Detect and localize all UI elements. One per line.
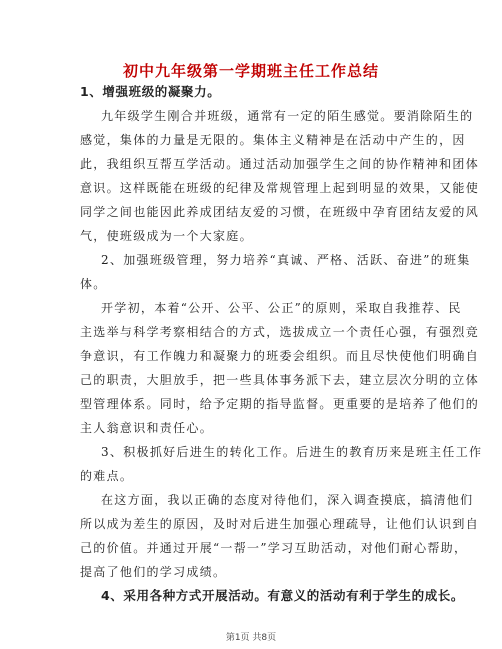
page-footer: 第1页 共8页: [225, 633, 277, 643]
paragraph-line: 争意识，有工作魄力和凝聚力的班委会组织。而且尽快使他们明确自: [80, 349, 480, 363]
paragraph-line: 己的价值。并通过开展“一帮一”学习互助活动，对他们耐心帮助，: [80, 541, 468, 555]
paragraph-line: 所以成为差生的原因，及时对后进生加强心理疏导，让他们认识到自: [80, 517, 480, 531]
paragraph-line: 己的职责，大胆放手，把一些具体事务派下去，建立层次分明的立体: [80, 373, 480, 387]
paragraph-line: 同学之间也能因此养成团结友爱的习惯，在班级中孕育团结友爱的风: [80, 205, 480, 219]
paragraph-line: 感觉，集体的力量是无限的。集体主义精神是在活动中产生的，因: [80, 133, 466, 147]
paragraph-line: 气，使班级成为一个大家庭。: [80, 229, 253, 243]
paragraph-line: 主人翁意识和责任心。: [80, 421, 214, 435]
section-heading-2: 2、加强班级管理，努力培养“真诚、严格、活跃、奋进”的班集: [101, 253, 471, 267]
paragraph-line: 的难点。: [80, 469, 134, 483]
paragraph-line: 提高了他们的学习成绩。: [80, 565, 227, 579]
paragraph-line: 意识。这样既能在班级的纪律及常规管理上起到明显的效果，又能使: [80, 181, 480, 195]
paragraph-line: 体。: [80, 277, 107, 291]
paragraph-line: 开学初，本着“公开、公平、公正”的原则，采取自我推荐、民: [101, 301, 462, 315]
section-heading-4: 4、采用各种方式开展活动。有意义的活动有利于学生的成长。: [101, 588, 464, 603]
section-heading-3: 3、积极抓好后进生的转化工作。后进生的教育历来是班主任工作: [101, 445, 483, 459]
section-heading-1: 1、增强班级的凝聚力。: [80, 84, 221, 99]
paragraph-line: 此，我组织互帮互学活动。通过活动加强学生之间的协作精神和团体: [80, 157, 480, 171]
paragraph-line: 主选举与科学考察相结合的方式，选拔成立一个责任心强，有强烈竞: [80, 325, 480, 339]
paragraph-line: 在这方面，我以正确的态度对待他们，深入调查摸底，搞清他们: [101, 493, 474, 507]
document-title: 初中九年级第一学期班主任工作总结: [122, 62, 379, 80]
paragraph-line: 型管理体系。同时，给予定期的指导监督。更重要的是培养了他们的: [80, 397, 480, 411]
paragraph-line: 九年级学生刚合并班级，通常有一定的陌生感觉。要消除陌生的: [101, 109, 474, 123]
